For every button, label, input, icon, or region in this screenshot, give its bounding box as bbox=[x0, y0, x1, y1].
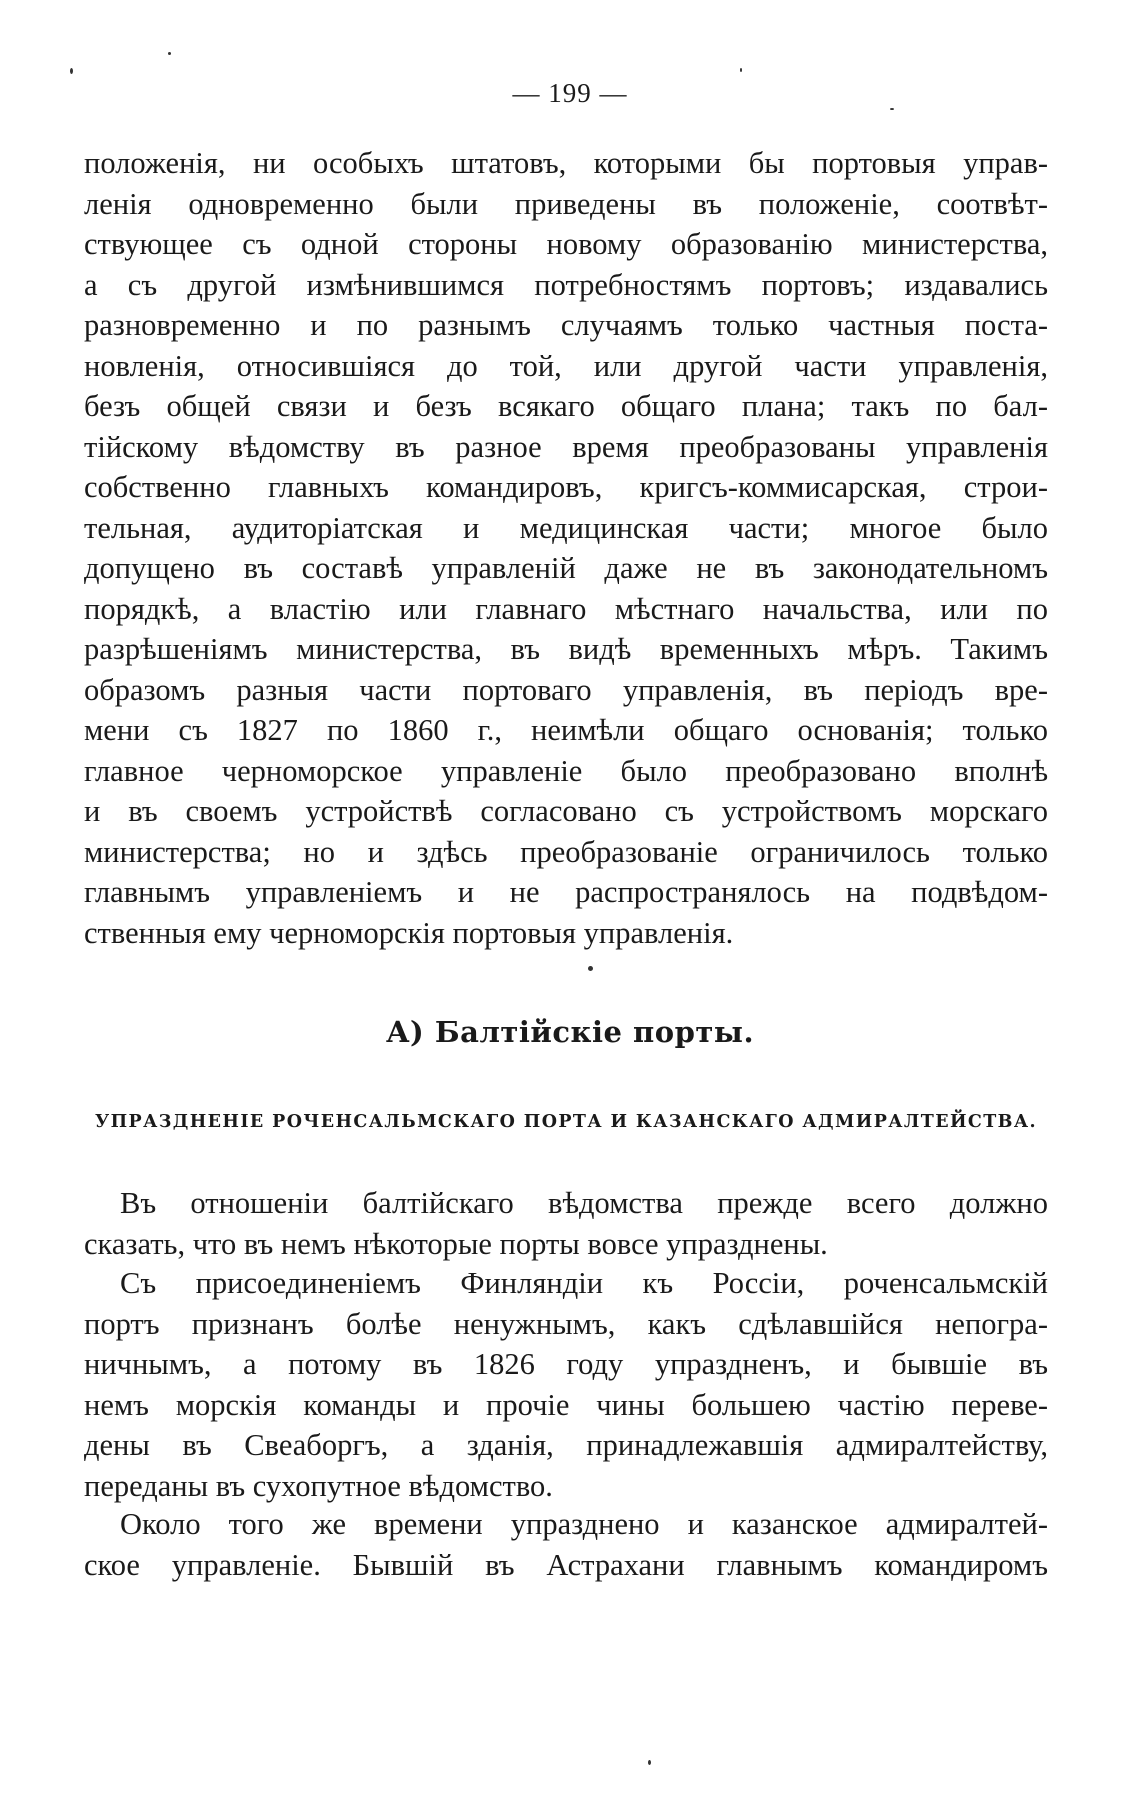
text-line: министерства; но и здѣсь преобразованіе ограничилось только bbox=[84, 834, 1048, 869]
text-line: а съ другой измѣнившимся потребностямъ портовъ; издавались bbox=[84, 267, 1048, 302]
print-speck bbox=[890, 108, 894, 110]
paragraph bbox=[84, 1263, 1048, 1506]
paragraph-continued bbox=[84, 143, 1048, 953]
print-speck bbox=[648, 1760, 651, 1765]
text-line: новленія, относившіяся до той, или другой части управленія, bbox=[84, 348, 1048, 383]
text-line: и въ своемъ устройствѣ согласовано съ устройствомъ морскаго bbox=[84, 794, 1048, 828]
text-line: портъ признанъ болѣе ненужнымъ, какъ сдѣлавшійся непогра- bbox=[84, 1306, 1048, 1341]
print-speck bbox=[740, 68, 742, 72]
print-speck bbox=[588, 966, 593, 971]
text-line: переданы въ сухопутное вѣдомство. bbox=[84, 1468, 553, 1503]
text-line: безъ общей связи и безъ всякаго общаго плана; такъ по бал- bbox=[84, 389, 1048, 423]
text-line: ленія одновременно были приведены въ положеніе, соотвѣт- bbox=[84, 186, 1048, 221]
text-line: Въ отношеніи балтійскаго вѣдомства прежде всего должно bbox=[120, 1186, 1048, 1220]
text-line: Около того же времени упразднено и казанское адмиралтей- bbox=[120, 1507, 1048, 1541]
text-line: главное черноморское управленіе было преобразовано вполнѣ bbox=[84, 753, 1048, 788]
text-line: дены въ Свеаборгъ, а зданія, принадлежавшія адмиралтейству, bbox=[84, 1428, 1048, 1462]
text-line: образомъ разныя части портоваго управленія, въ періодъ вре- bbox=[84, 672, 1048, 707]
text-line: мени съ 1827 по 1860 г., неимѣли общаго основанія; только bbox=[84, 713, 1048, 747]
text-line: ское управленіе. Бывшій въ Астрахани главнымъ командиромъ bbox=[84, 1547, 1048, 1582]
text-line: допущено въ составѣ управленій даже не въ законодательномъ bbox=[84, 551, 1048, 585]
paragraph bbox=[84, 1183, 1048, 1264]
text-line: положенія, ни особыхъ штатовъ, которыми бы портовыя управ- bbox=[84, 146, 1048, 180]
text-line: тійскому вѣдомству въ разное время преобразованы управленія bbox=[84, 429, 1048, 464]
text-line: собственно главныхъ командировъ, кригсъ-коммисарская, строи- bbox=[84, 470, 1048, 504]
print-speck bbox=[70, 68, 73, 74]
text-line: порядкѣ, а властію или главнаго мѣстнаго начальства, или по bbox=[84, 591, 1048, 626]
print-speck bbox=[168, 52, 171, 55]
text-line: разновременно и по разнымъ случаямъ только частныя поста- bbox=[84, 308, 1048, 342]
text-line: ничнымъ, а потому въ 1826 году упраздненъ, и бывшіе въ bbox=[84, 1347, 1048, 1381]
text-line: сказать, что въ немъ нѣкоторые порты вовсе упразднены. bbox=[84, 1226, 828, 1261]
subsection-heading: УПРАЗДНЕНІЕ РОЧЕНСАЛЬМСКАГО ПОРТА И КАЗАНСКАГО АДМИРАЛТЕЙСТВА. bbox=[94, 1112, 1037, 1132]
section-heading: А) Балтійскіе порты. bbox=[385, 1015, 755, 1049]
text-line: тельная, аудиторіатская и медицинская части; многое было bbox=[84, 510, 1048, 545]
text-line: ствующее съ одной стороны новому образованію министерства, bbox=[84, 227, 1048, 261]
text-line: главнымъ управленіемъ и не распространялось на подвѣдом- bbox=[84, 875, 1048, 909]
page-number: — 199 — bbox=[512, 78, 628, 108]
text-line: разрѣшеніямъ министерства, въ видѣ временныхъ мѣръ. Такимъ bbox=[84, 632, 1048, 666]
text-line: ственныя ему черноморскія портовыя управленія. bbox=[84, 915, 734, 950]
text-line: Съ присоединеніемъ Финляндіи къ Россіи, роченсальмскій bbox=[120, 1266, 1048, 1300]
paragraph bbox=[84, 1504, 1048, 1585]
text-line: немъ морскія команды и прочіе чины большею частію переве- bbox=[84, 1387, 1048, 1422]
